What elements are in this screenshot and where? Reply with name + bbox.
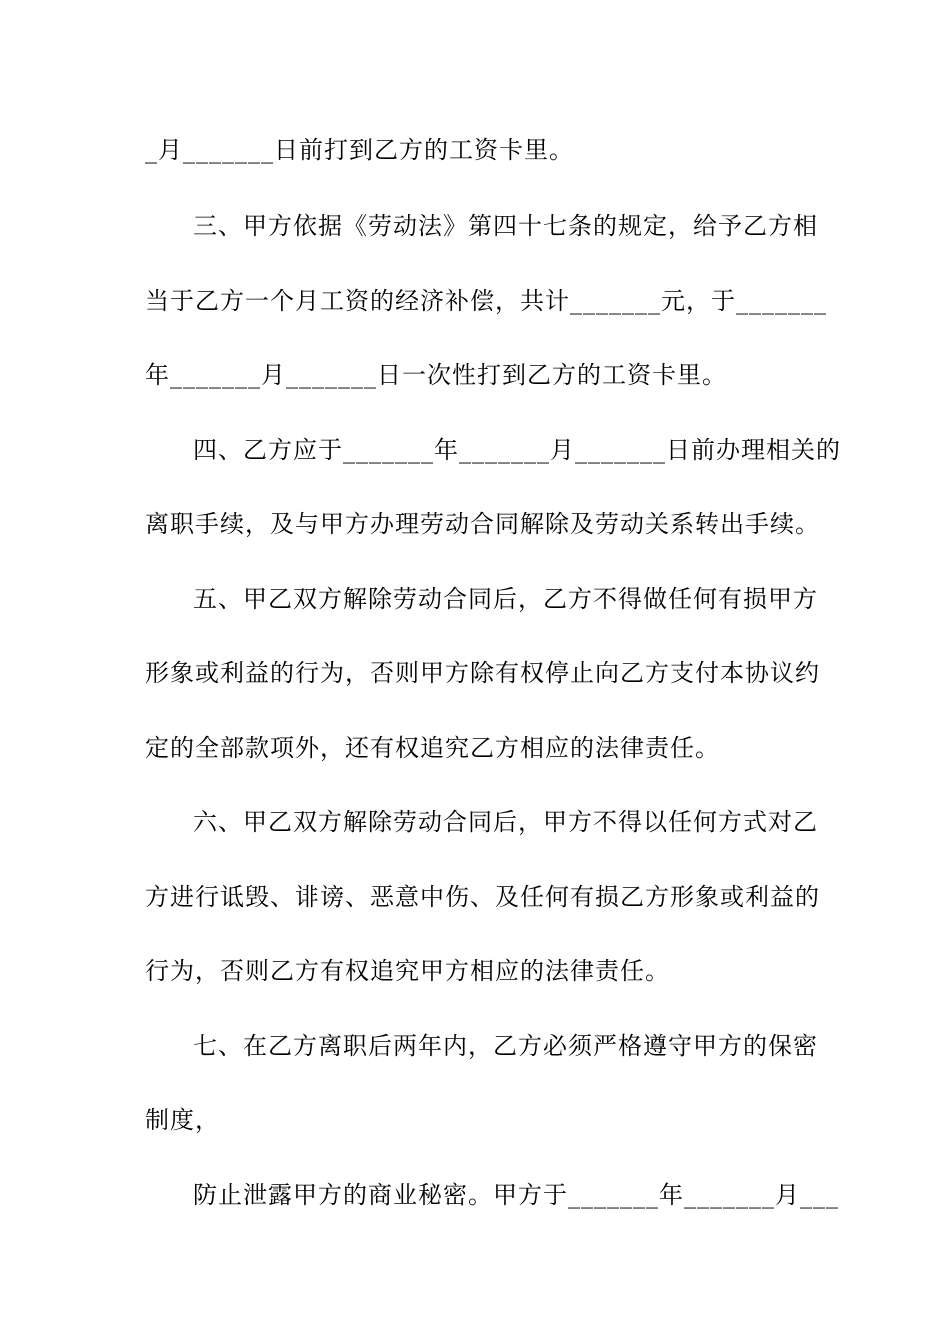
clause-6-line-3: 行为，否则乙方有权追究甲方相应的法律责任。: [145, 957, 670, 985]
clause-4-line-1: 四、乙方应于_______年_______月_______日前办理相关的: [193, 436, 841, 464]
clause-3-line-1: 三、甲方依据《劳动法》第四十七条的规定，给予乙方相: [193, 212, 818, 240]
clause-7-line-3: 防止泄露甲方的商业秘密。甲方于_______年_______月___: [193, 1181, 839, 1209]
clause-6-line-2: 方进行诋毁、诽谤、恶意中伤、及任何有损乙方形象或利益的: [145, 883, 820, 911]
clause-6-line-1: 六、甲乙双方解除劳动合同后，甲方不得以任何方式对乙: [193, 808, 818, 836]
clause-5-line-1: 五、甲乙双方解除劳动合同后，乙方不得做任何有损甲方: [193, 585, 818, 613]
text-line-1: _月_______日前打到乙方的工资卡里。: [145, 136, 574, 164]
clause-7-line-1: 七、在乙方离职后两年内，乙方必须严格遵守甲方的保密: [193, 1032, 818, 1060]
clause-7-line-2: 制度，: [145, 1106, 220, 1134]
clause-5-line-3: 定的全部款项外，还有权追究乙方相应的法律责任。: [145, 734, 720, 762]
clause-3-line-3: 年_______月_______日一次性打到乙方的工资卡里。: [145, 361, 727, 389]
clause-5-line-2: 形象或利益的行为，否则甲方除有权停止向乙方支付本协议约: [145, 659, 820, 687]
clause-4-line-2: 离职手续，及与甲方办理劳动合同解除及劳动关系转出手续。: [145, 510, 820, 538]
clause-3-line-2: 当于乙方一个月工资的经济补偿，共计_______元，于_______: [145, 287, 827, 315]
